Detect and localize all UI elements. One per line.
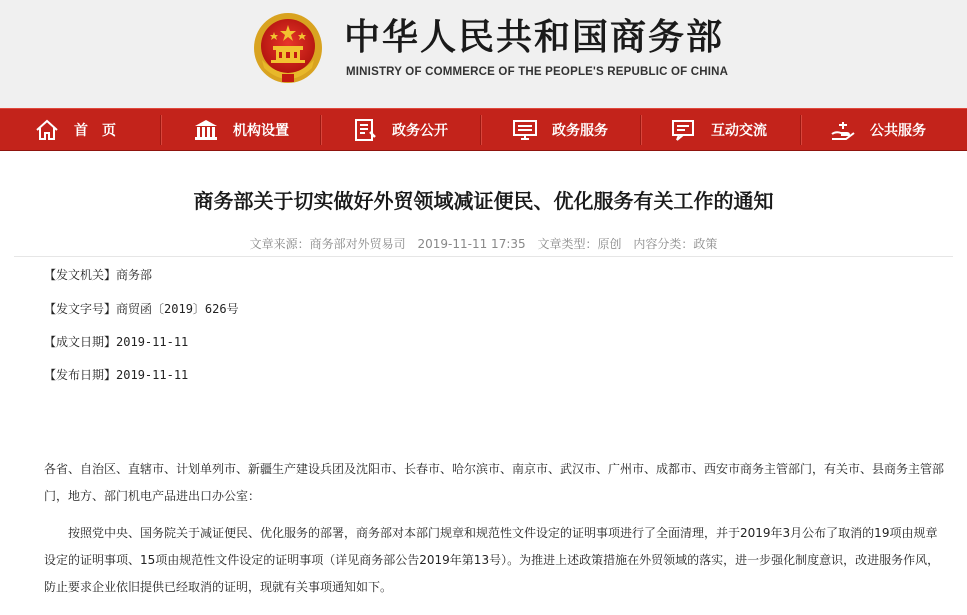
monitor-icon bbox=[512, 118, 538, 142]
field-label: 【发布日期】 bbox=[44, 368, 117, 382]
field-value: 2019-11-11 bbox=[116, 335, 189, 349]
field-label: 【发文机关】 bbox=[44, 268, 117, 282]
field-value: 商务部 bbox=[116, 268, 153, 282]
field-document-number bbox=[44, 300, 239, 317]
divider bbox=[14, 256, 953, 257]
site-title: 中华人民共和国商务部 bbox=[344, 17, 725, 58]
nav-home-label: 首 页 bbox=[74, 123, 116, 139]
hand-service-icon bbox=[830, 118, 856, 142]
nav-government-affairs-label: 政务公开 bbox=[392, 123, 448, 139]
article-meta bbox=[0, 235, 967, 252]
article-datetime: 2019-11-11 17:35 bbox=[417, 237, 526, 251]
building-icon bbox=[193, 118, 219, 142]
site-title-english: MINISTRY OF COMMERCE OF THE PEOPLE'S REPUBLIC OF CHINA bbox=[346, 66, 729, 78]
field-issuer bbox=[44, 266, 152, 283]
article-category: 内容分类：政策 bbox=[633, 237, 718, 251]
article-addressee: 各省、自治区、直辖市、计划单列市、新疆生产建设兵团及沈阳市、长春市、哈尔滨市、南京市、武汉市、广州市、成都市、西安市商务主管部门，有关市、县商务主管部门，地方、部门机电产品进出口办公室： bbox=[44, 462, 945, 503]
home-icon bbox=[34, 118, 60, 142]
nav-organization[interactable] bbox=[193, 109, 289, 151]
nav-separator bbox=[480, 115, 482, 145]
article-body-paragraph: 按照党中央、国务院关于减证便民、优化服务的部署，商务部对本部门规章和规范性文件设定的证明事项进行了全面清理，并于2019年3月公布了取消的19项由规章设定的证明事项、15项由规范性文件设定的证明事项（详见商务部公告2019年第13号）。为推进上述政策措施在外贸领域的落实，进一步强化制度意识，改进服务作风，防止要求企业依旧提供已经取消的证明，现就有关事项通知如下。 bbox=[44, 526, 940, 594]
national-emblem-icon[interactable] bbox=[252, 10, 324, 86]
field-label: 【成文日期】 bbox=[44, 335, 117, 349]
nav-interaction[interactable] bbox=[671, 109, 767, 151]
field-value: 2019-11-11 bbox=[116, 368, 189, 382]
field-publish-date bbox=[44, 366, 188, 383]
article-title: 商务部关于切实做好外贸领域减证便民、优化服务有关工作的通知 bbox=[193, 189, 774, 213]
nav-government-services-label: 政务服务 bbox=[552, 123, 608, 139]
main-navigation bbox=[0, 108, 967, 151]
site-header bbox=[0, 0, 967, 108]
nav-interaction-label: 互动交流 bbox=[711, 123, 767, 139]
nav-government-affairs[interactable] bbox=[352, 109, 448, 151]
nav-public-services[interactable] bbox=[830, 109, 926, 151]
article-type: 文章类型：原创 bbox=[537, 237, 622, 251]
nav-separator bbox=[160, 115, 162, 145]
article-source: 文章来源：商务部对外贸易司 bbox=[249, 237, 406, 251]
field-label: 【发文字号】 bbox=[44, 302, 117, 316]
document-icon bbox=[352, 118, 378, 142]
chat-icon bbox=[671, 118, 697, 142]
nav-organization-label: 机构设置 bbox=[233, 123, 289, 139]
field-value: 商贸函〔2019〕626号 bbox=[116, 302, 239, 316]
nav-separator bbox=[320, 115, 322, 145]
nav-government-services[interactable] bbox=[512, 109, 608, 151]
nav-home[interactable] bbox=[34, 109, 116, 151]
nav-public-services-label: 公共服务 bbox=[870, 123, 926, 139]
nav-separator bbox=[800, 115, 802, 145]
nav-separator bbox=[640, 115, 642, 145]
field-written-date bbox=[44, 333, 188, 350]
